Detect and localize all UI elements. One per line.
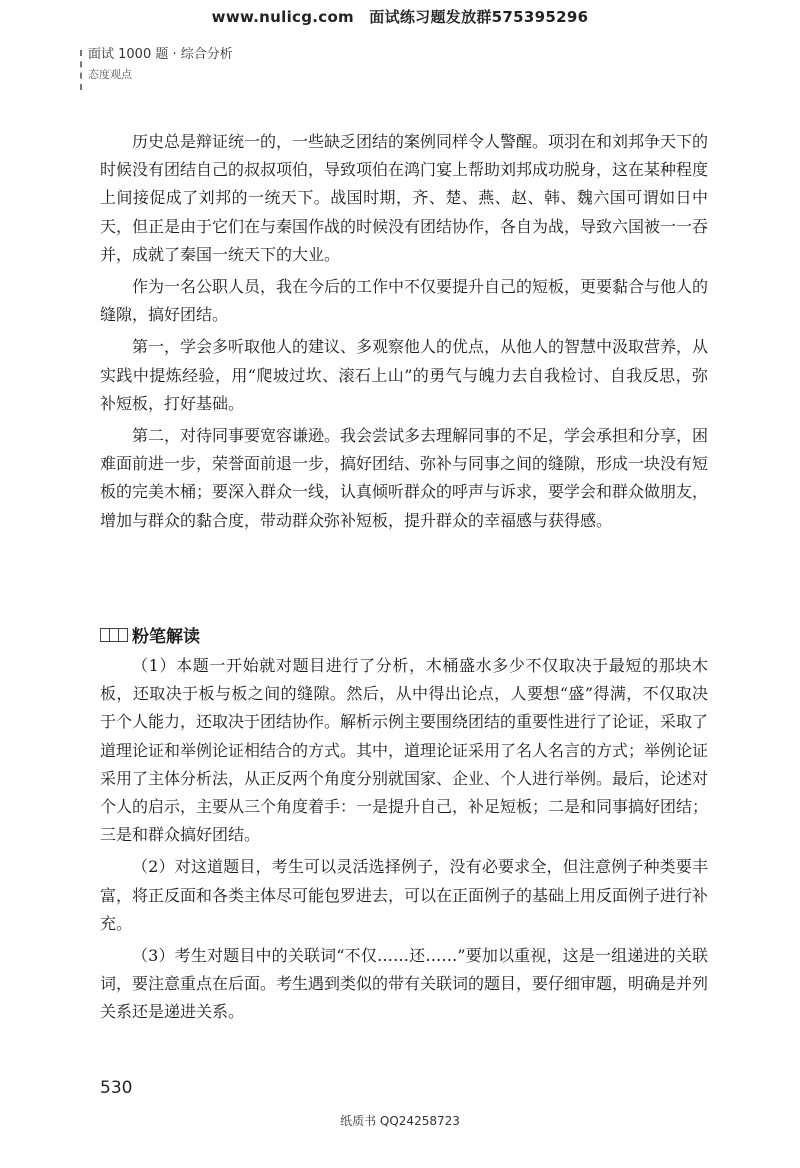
bottom-watermark: 纸质书 QQ24258723: [340, 1114, 460, 1128]
chapter-label: 态度观点: [88, 68, 132, 81]
running-header: [88, 46, 233, 83]
analysis-paragraph: （2）对这道题目，考生可以灵活选择例子，没有必要求全，但注意例子种类要丰富，将正反面和各类主体尽可能包罗进去，可以在正面例子的基础上用反面例子进行补充。: [100, 857, 709, 933]
analysis-paragraph: （1）本题一开始就对题目进行了分析，木桶盛水多少不仅取决于最短的那块木板，还取决于板与板之间的缝隙。然后，从中得出论点，人要想“盛”得满，不仅取决于个人能力，还取决于团结协作。解析示例主要围绕团结的重要性进行了论证，采取了道理论证和举例论证相结合的方式。其中，道理论证采用了名人名言的方式；举例论证采用了主体分析法，从正反两个角度分别就国家、企业、个人进行举例。最后，论述对个人的启示，主要从三个角度着手：一是提升自己，补足短板；二是和同事搞好团结；三是和群众搞好团结。: [100, 656, 709, 845]
section-title: 粉笔解读: [132, 627, 200, 647]
book-title: 面试 1000 题 · 综合分析: [88, 47, 233, 62]
body-paragraph: 作为一名公职人员，我在今后的工作中不仅要提升自己的短板，更要黏合与他人的缝隙，搞好团结。: [100, 277, 709, 325]
page-number: 530: [100, 1078, 133, 1098]
body-paragraph: 第二，对待同事要宽容谦逊。我会尝试多去理解同事的不足，学会承担和分享，困难面前进一步，荣誉面前退一步，搞好团结、弥补与同事之间的缝隙，形成一块没有短板的完美木桶；要深入群众一线，认真倾听群众的呼声与诉求，要学会和群众做朋友，增加与群众的黏合度，带动群众弥补短板，提升群众的幸福感与获得感。: [100, 426, 709, 530]
analysis-paragraph: （3）考生对题目中的关联词“不仅……还……”要加以重视，这是一组递进的关联词，要注意重点在后面。考生遇到类似的带有关联词的题目，要仔细审题，明确是并列关系还是递进关系。: [100, 946, 709, 1022]
body-paragraph: 历史总是辩证统一的，一些缺乏团结的案例同样令人警醒。项羽在和刘邦争天下的时候没有团结自己的叔叔项伯，导致项伯在鸿门宴上帮助刘邦成功脱身，这在某种程度上间接促成了刘邦的一统天下。战国时期，齐、楚、燕、赵、韩、魏六国可谓如日中天，但正是由于它们在与秦国作战的时候没有团结协作，各自为战，导致六国被一一吞并，成就了秦国一统天下的大业。: [100, 132, 709, 264]
analysis-text: [100, 652, 708, 1031]
top-watermark: www.nulicg.com 面试练习题发放群575395296: [211, 8, 589, 26]
body-paragraph: 第一，学会多听取他人的建议、多观察他人的优点，从他人的智慧中汲取营养，从实践中提炼经验，用“爬坡过坎、滚石上山”的勇气与魄力去自我检讨、自我反思，弥补短板，打好基础。: [100, 337, 709, 413]
section-tag-icon: [100, 628, 128, 642]
body-text: [100, 128, 708, 539]
header-dashed-rule: [80, 50, 84, 90]
section-heading: [100, 622, 200, 647]
